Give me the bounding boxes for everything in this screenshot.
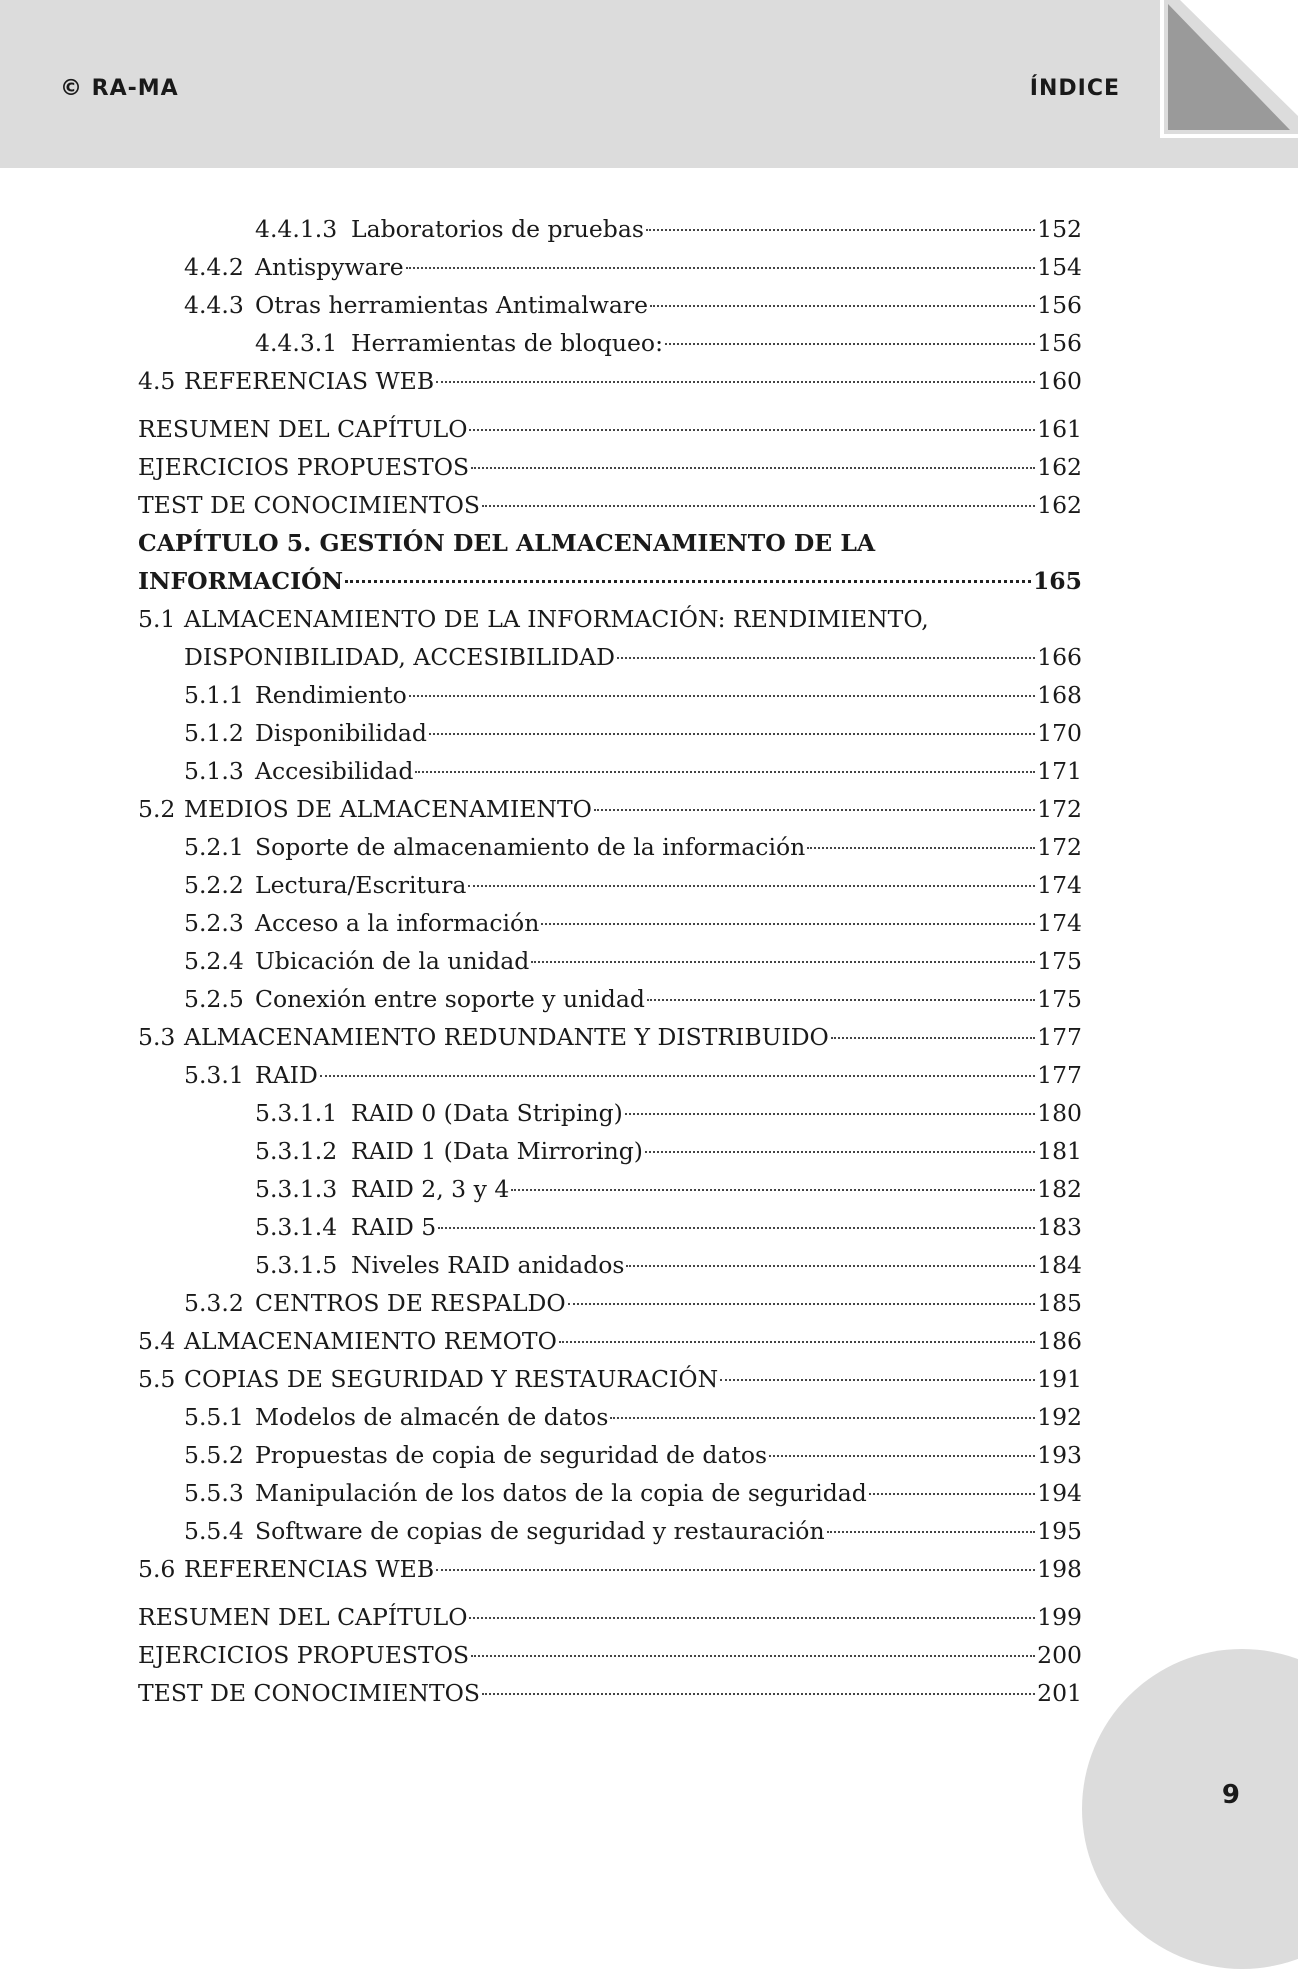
toc-entry[interactable] [138,1512,1082,1550]
toc-entry-label: RAID [255,1061,318,1089]
toc-entry-page: 195 [1037,1517,1082,1545]
toc-entry-label: TEST DE CONOCIMIENTOS [138,491,480,519]
chapter-page: 165 [1032,567,1082,595]
toc-entry-number: 5.3.1.1 [255,1099,338,1127]
toc-entry[interactable] [138,286,1082,324]
toc-entry-label: Propuestas de copia de seguridad de datos [255,1441,768,1469]
toc-entry-page: 201 [1037,1679,1082,1707]
toc-entry[interactable] [138,362,1082,400]
toc-entry[interactable] [138,904,1082,942]
toc-entry-number: 5.2.2 [184,871,244,899]
toc-entry-label: RAID 0 (Data Striping) [351,1099,623,1127]
toc-entry-label: Software de copias de seguridad y restauración [255,1517,825,1545]
toc-entry-label: Otras herramientas Antimalware [255,291,648,319]
toc-entry-page: 162 [1037,491,1082,519]
leader-dots [831,1037,1035,1039]
toc-entry-number: 4.4.3 [184,291,244,319]
leader-dots [559,1341,1035,1343]
toc-entry-label: ALMACENAMIENTO REDUNDANTE Y DISTRIBUIDO [184,1023,829,1051]
toc-entry-number: 4.5 [138,367,176,395]
page-number: 9 [1221,1780,1240,1810]
toc-entry-number: 5.2.4 [184,947,244,975]
leader-dots [406,267,1035,269]
toc-entry-label: EJERCICIOS PROPUESTOS [138,453,470,481]
toc-entry-label: Soporte de almacenamiento de la información [255,833,806,861]
leader-dots [568,1303,1035,1305]
toc-entry-label: Herramientas de bloqueo: [351,329,663,357]
leader-dots [345,580,1031,583]
toc-entry-page: 162 [1037,453,1082,481]
toc-entry[interactable] [138,1636,1082,1674]
toc-entry-page: 177 [1037,1061,1082,1089]
toc-entry-page: 193 [1037,1441,1082,1469]
toc-entry[interactable] [138,790,1082,828]
toc-entry-number: 4.4.1.3 [255,215,338,243]
toc-entry-label: Disponibilidad [255,719,427,747]
leader-dots [409,695,1035,697]
toc-entry-label: Laboratorios de pruebas [351,215,644,243]
toc-entry-number: 5.3.1.5 [255,1251,338,1279]
section-label-cont: DISPONIBILIDAD, ACCESIBILIDAD [184,643,615,671]
toc-entry[interactable] [138,752,1082,790]
toc-entry[interactable] [138,866,1082,904]
toc-entry[interactable] [138,1132,1082,1170]
toc-entry-page: 181 [1037,1137,1082,1165]
toc-entry-label: RAID 1 (Data Mirroring) [351,1137,643,1165]
toc-entry[interactable] [138,714,1082,752]
toc-entry-label: REFERENCIAS WEB [184,367,435,395]
leader-dots [471,467,1035,469]
toc-entry-page: 200 [1037,1641,1082,1669]
toc-entry-page: 172 [1037,795,1082,823]
toc-entry[interactable] [138,1598,1082,1636]
toc-entry-page: 192 [1037,1403,1082,1431]
toc-entry-label: Modelos de almacén de datos [255,1403,609,1431]
toc-entry-page: 185 [1037,1289,1082,1317]
toc-entry[interactable] [138,1474,1082,1512]
toc-entry[interactable] [138,942,1082,980]
toc-entry-label: Lectura/Escritura [255,871,467,899]
leader-dots [429,733,1035,735]
toc-entry-page: 172 [1037,833,1082,861]
leader-dots [436,1569,1035,1571]
toc-entry[interactable] [138,486,1082,524]
chapter-heading-label: INFORMACIÓN [138,567,344,595]
section-label: ALMACENAMIENTO DE LA INFORMACIÓN: RENDIMIENTO, [184,605,929,633]
toc-entry-number: 5.3.2 [184,1289,244,1317]
leader-dots [469,429,1035,431]
toc-entry-number: 5.5.2 [184,1441,244,1469]
chapter-heading-line1[interactable]: CAPÍTULO 5. GESTIÓN DEL ALMACENAMIENTO DE LA [138,529,876,557]
toc-entry[interactable] [138,828,1082,866]
toc-entry-number: 5.1.3 [184,757,244,785]
toc-entry[interactable] [138,1170,1082,1208]
toc-entry-label: CENTROS DE RESPALDO [255,1289,566,1317]
toc-entry-number: 5.2.3 [184,909,244,937]
leader-dots [511,1189,1035,1191]
toc-entry-page: 160 [1037,367,1082,395]
toc-entry-label: Accesibilidad [255,757,414,785]
toc-entry[interactable] [138,1674,1082,1712]
section-page: 166 [1037,643,1082,671]
toc-entry-number: 5.4 [138,1327,176,1355]
toc-entry[interactable] [138,1246,1082,1284]
leader-dots [665,343,1035,345]
toc-entry[interactable] [138,1208,1082,1246]
section-5-1-line2[interactable] [138,638,1082,676]
toc-entry-page: 194 [1037,1479,1082,1507]
leader-dots [482,1693,1035,1695]
toc-entry-number: 5.5 [138,1365,176,1393]
toc-entry-number: 5.5.4 [184,1517,244,1545]
toc-entry-page: 156 [1037,329,1082,357]
toc-entry[interactable] [138,980,1082,1018]
leader-dots [769,1455,1035,1457]
leader-dots [827,1531,1036,1533]
toc-entry-label: ALMACENAMIENTO REMOTO [184,1327,557,1355]
leader-dots [436,381,1035,383]
toc-entry[interactable] [138,324,1082,362]
leader-dots [594,809,1035,811]
page-header [0,0,1298,168]
leader-dots [482,505,1035,507]
leader-dots [650,305,1035,307]
toc-entry-page: 174 [1037,871,1082,899]
toc-entry[interactable] [138,210,1082,248]
toc-entry-label: Manipulación de los datos de la copia de seguridad [255,1479,867,1507]
toc-entry[interactable] [138,676,1082,714]
leader-dots [471,1655,1035,1657]
leader-dots [720,1379,1035,1381]
toc-entry[interactable] [138,1360,1082,1398]
toc-entry-number: 5.2 [138,795,176,823]
toc-entry[interactable] [138,1284,1082,1322]
toc-entry-number: 5.5.1 [184,1403,244,1431]
toc-entry-number: 4.4.2 [184,253,244,281]
leader-dots [617,657,1035,659]
toc-entry-page: 198 [1037,1555,1082,1583]
toc-entry-label: Niveles RAID anidados [351,1251,625,1279]
section-5-1-line1[interactable] [138,600,1082,638]
toc-entry-number: 5.2.5 [184,985,244,1013]
toc-entry-label: Conexión entre soporte y unidad [255,985,645,1013]
toc-entry-label: TEST DE CONOCIMIENTOS [138,1679,480,1707]
toc-entry[interactable] [138,1322,1082,1360]
leader-dots [626,1265,1035,1267]
toc-entry[interactable] [138,410,1082,448]
toc-entry[interactable] [138,1436,1082,1474]
leader-dots [468,885,1035,887]
leader-dots [469,1617,1035,1619]
toc-entry-page: 175 [1037,985,1082,1013]
toc-entry-page: 174 [1037,909,1082,937]
toc-entry-page: 175 [1037,947,1082,975]
toc-entry-page: 186 [1037,1327,1082,1355]
leader-dots [320,1075,1035,1077]
toc-entry-page: 154 [1037,253,1082,281]
page-corner-fold [1160,0,1298,138]
toc-entry-label: Rendimiento [255,681,407,709]
toc-entry-page: 199 [1037,1603,1082,1631]
leader-dots [415,771,1035,773]
toc-entry-label: Antispyware [255,253,404,281]
toc-entry[interactable] [138,1056,1082,1094]
toc-entry-label: COPIAS DE SEGURIDAD Y RESTAURACIÓN [184,1365,719,1393]
toc-entry-page: 183 [1037,1213,1082,1241]
leader-dots [625,1113,1035,1115]
table-of-contents [138,210,1082,1712]
publisher-mark: © RA-MA [60,76,179,101]
section-title: ÍNDICE [1029,76,1120,101]
toc-entry-number: 5.3.1.2 [255,1137,338,1165]
toc-entry-number: 4.4.3.1 [255,329,338,357]
toc-entry-label: Ubicación de la unidad [255,947,530,975]
toc-entry[interactable] [138,1018,1082,1056]
leader-dots [438,1227,1035,1229]
section-number: 5.1 [138,605,176,633]
toc-entry-label: RAID 5 [351,1213,437,1241]
toc-entry-page: 184 [1037,1251,1082,1279]
toc-entry-page: 161 [1037,415,1082,443]
toc-entry-number: 5.3 [138,1023,176,1051]
toc-entry-number: 5.2.1 [184,833,244,861]
toc-entry-label: RAID 2, 3 y 4 [351,1175,510,1203]
toc-entry-number: 5.1.2 [184,719,244,747]
toc-entry-number: 5.6 [138,1555,176,1583]
toc-entry-number: 5.3.1 [184,1061,244,1089]
toc-entry-number: 5.3.1.3 [255,1175,338,1203]
chapter-heading-line2[interactable] [138,562,1082,600]
toc-entry-label: EJERCICIOS PROPUESTOS [138,1641,470,1669]
leader-dots [807,847,1035,849]
page-number-bubble [1082,1649,1298,1969]
toc-entry-page: 156 [1037,291,1082,319]
toc-entry-label: RESUMEN DEL CAPÍTULO [138,1603,468,1631]
toc-entry-page: 152 [1037,215,1082,243]
toc-entry-page: 191 [1037,1365,1082,1393]
leader-dots [869,1493,1035,1495]
toc-entry-page: 180 [1037,1099,1082,1127]
toc-entry-page: 171 [1037,757,1082,785]
toc-entry[interactable] [138,448,1082,486]
leader-dots [646,229,1035,231]
toc-entry-page: 177 [1037,1023,1082,1051]
toc-entry[interactable] [138,1550,1082,1588]
toc-entry-number: 5.1.1 [184,681,244,709]
toc-entry-label: MEDIOS DE ALMACENAMIENTO [184,795,592,823]
toc-entry[interactable] [138,248,1082,286]
leader-dots [645,1151,1035,1153]
toc-entry-label: REFERENCIAS WEB [184,1555,435,1583]
toc-entry-number: 5.3.1.4 [255,1213,338,1241]
toc-entry[interactable] [138,1398,1082,1436]
toc-entry-page: 182 [1037,1175,1082,1203]
leader-dots [541,923,1035,925]
toc-entry-label: Acceso a la información [255,909,540,937]
toc-entry[interactable] [138,1094,1082,1132]
leader-dots [647,999,1035,1001]
toc-entry-page: 168 [1037,681,1082,709]
toc-entry-number: 5.5.3 [184,1479,244,1507]
leader-dots [531,961,1035,963]
toc-entry-label: RESUMEN DEL CAPÍTULO [138,415,468,443]
toc-entry-page: 170 [1037,719,1082,747]
leader-dots [610,1417,1035,1419]
